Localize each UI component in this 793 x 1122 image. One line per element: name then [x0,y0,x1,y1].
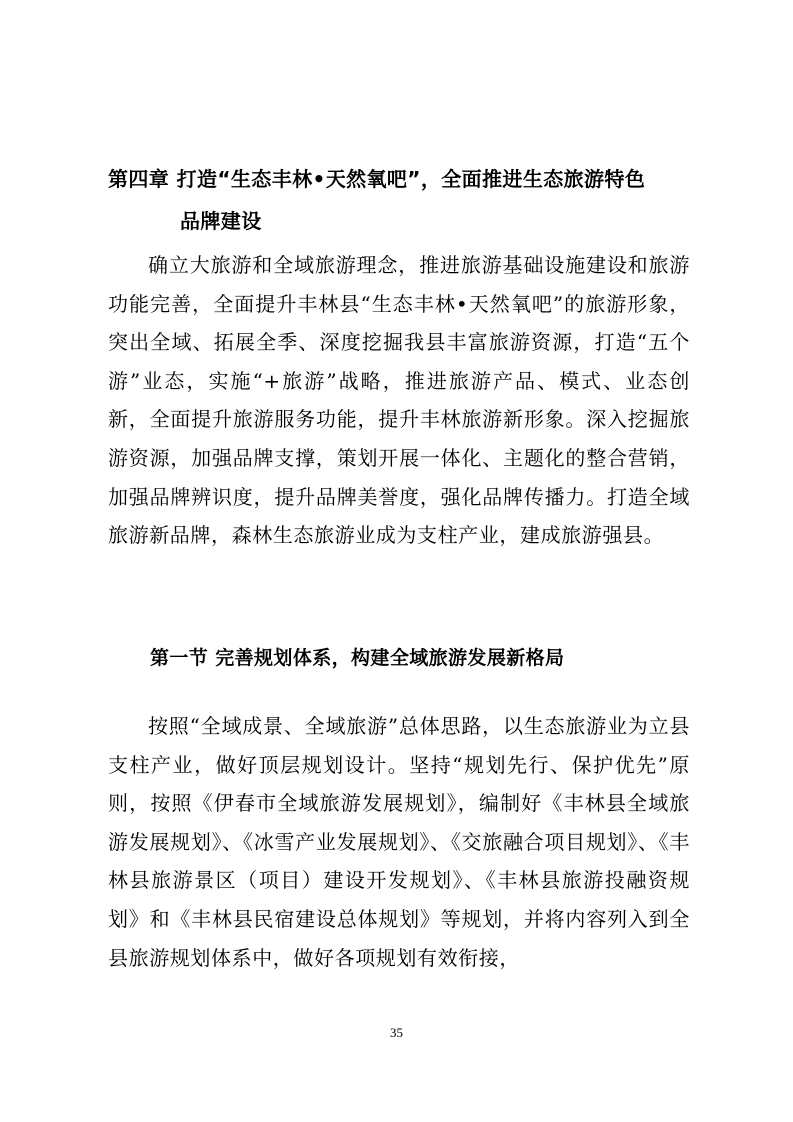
page-number: 35 [390,1025,403,1040]
chapter-title-line-2: 品牌建设 [180,209,262,233]
chapter-title-line-1: 第四章 打造“生态丰林•天然氧吧”，全面推进生态旅游特色 [108,167,646,191]
section-title: 第一节 完善规划体系，构建全域旅游发展新格局 [150,647,565,669]
intro-paragraph: 确立大旅游和全域旅游理念，推进旅游基础设施建设和旅游功能完善，全面提升丰林县“生态丰林•天然氧吧”的旅游形象，突出全域、拓展全季、深度挖掘我县丰富旅游资源，打造“五个游”业态，实施“+旅游”战略，推进旅游产品、模式、业态创新，全面提升旅游服务功能，提升丰林旅游新形象。深入挖掘旅游资源，加强品牌支撑，策划开展一体化、主题化的整合营销，加强品牌辨识度，提升品牌美誉度，强化品牌传播力。打造全域旅游新品牌，森林生态旅游业成为支柱产业，建成旅游强县。 [108,253,690,548]
section-paragraph: 按照“全域成景、全域旅游”总体思路，以生态旅游业为立县支柱产业，做好顶层规划设计。坚持“规划先行、保护优先”原则，按照《伊春市全域旅游发展规划》，编制好《丰林县全域旅游发展规划》、《冰雪产业发展规划》、《交旅融合项目规划》、《丰林县旅游景区（项目）建设开发规划》、《丰林县旅游投融资规划》和《丰林县民宿建设总体规划》等规划，并将内容列入到全县旅游规划体系中，做好各项规划有效衔接， [108,714,690,970]
chapter-title [108,158,698,242]
